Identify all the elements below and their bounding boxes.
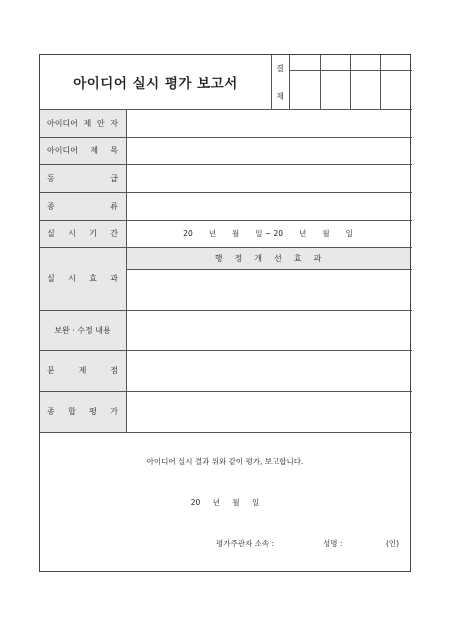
report-form <box>39 54 411 572</box>
grade-field[interactable] <box>126 164 410 192</box>
label-overall: 종 합 평 가 <box>40 391 126 432</box>
label-revision: 보완 · 수정 내용 <box>40 310 126 350</box>
effect-field[interactable] <box>126 269 410 310</box>
seal-mark: (인) <box>386 539 400 548</box>
proposer-field[interactable] <box>126 109 410 137</box>
approval-sign-box-1[interactable] <box>289 71 320 109</box>
period-value[interactable]: 20 년 월 일 ~ 20 년 월 일 <box>183 229 353 238</box>
label-period: 실 시 기 간 <box>40 220 126 247</box>
report-date[interactable]: 20 년 월 일 <box>190 498 260 507</box>
approval-label-top: 결 <box>276 64 284 73</box>
approval-label-bottom: 재 <box>276 92 284 101</box>
problem-field[interactable] <box>126 350 410 391</box>
label-idea-title: 아이디어 제 목 <box>40 137 126 164</box>
label-grade: 등 급 <box>40 164 126 192</box>
form-title: 아이디어 실시 평가 보고서 <box>73 76 238 92</box>
affiliation-label: 평가주관자 소속 : <box>216 539 275 548</box>
label-type: 종 류 <box>40 192 126 220</box>
approval-sign-box-2[interactable] <box>320 71 350 109</box>
label-problem: 문 제 점 <box>40 350 126 391</box>
overall-field[interactable] <box>126 391 410 432</box>
idea-title-field[interactable] <box>126 137 410 164</box>
type-field[interactable] <box>126 192 410 220</box>
revision-field[interactable] <box>126 310 410 350</box>
label-effect: 실 시 효 과 <box>40 247 126 310</box>
approval-sign-box-3[interactable] <box>350 71 380 109</box>
approval-sign-box-4[interactable] <box>380 71 412 109</box>
effect-subheader: 행 정 개 선 효 과 <box>126 247 410 269</box>
label-proposer: 아이디어 제 안 자 <box>40 109 126 137</box>
name-label: 성명 : <box>323 539 343 548</box>
statement-text: 아이디어 실시 결과 위와 같이 평가, 보고합니다. <box>146 457 304 466</box>
